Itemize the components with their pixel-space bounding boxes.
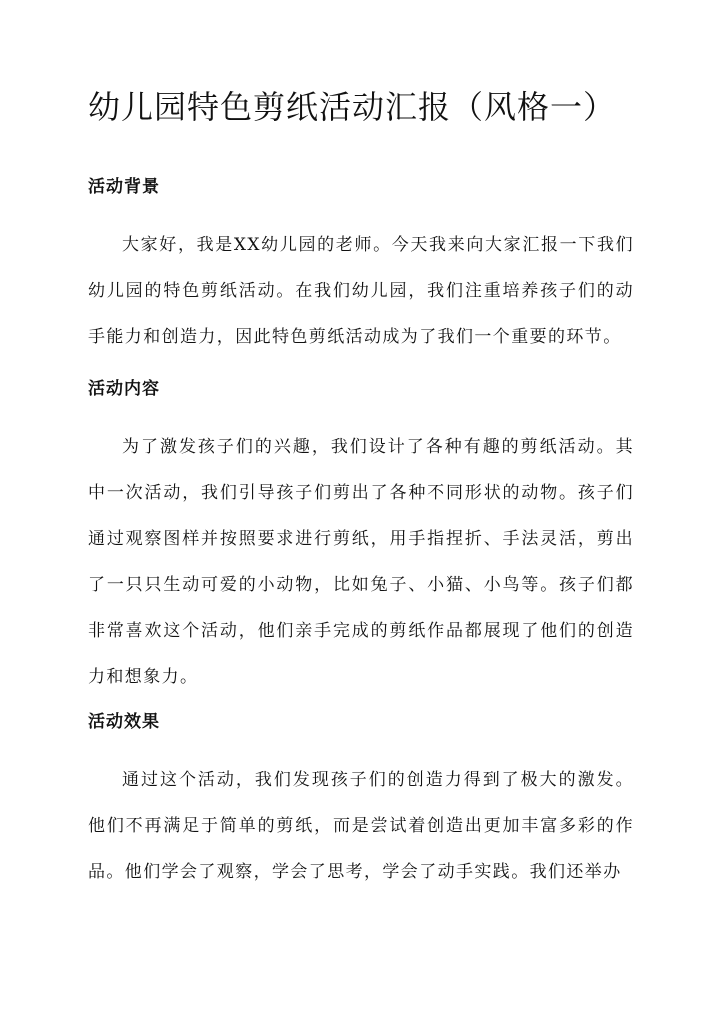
section-heading-background: 活动背景 (88, 177, 160, 197)
section-paragraph-content: 为了激发孩子们的兴趣，我们设计了各种有趣的剪纸活动。其中一次活动，我们引导孩子们剪出了各种不同形状的动物。孩子们通过观察图样并按照要求进行剪纸，用手指捏折、手法灵活，剪出了一只只生动可爱的小动物，比如兔子、小猫、小鸟等。孩子们都非常喜欢这个活动，他们亲手完成的剪纸作品都展现了他们的创造力和想象力。 (88, 437, 634, 687)
section-heading-content: 活动内容 (88, 379, 160, 399)
section-paragraph-background: 大家好，我是XX幼儿园的老师。今天我来向大家汇报一下我们幼儿园的特色剪纸活动。在我们幼儿园，我们注重培养孩子们的动手能力和创造力，因此特色剪纸活动成为了我们一个重要的环节。 (88, 235, 634, 347)
document-title: 幼儿园特色剪纸活动汇报（风格一） (88, 88, 617, 126)
section-paragraph-effect: 通过这个活动，我们发现孩子们的创造力得到了极大的激发。他们不再满足于简单的剪纸，而是尝试着创造出更加丰富多彩的作品。他们学会了观察，学会了思考，学会了动手实践。我们还举办 (88, 770, 634, 882)
section-heading-effect: 活动效果 (88, 712, 160, 732)
